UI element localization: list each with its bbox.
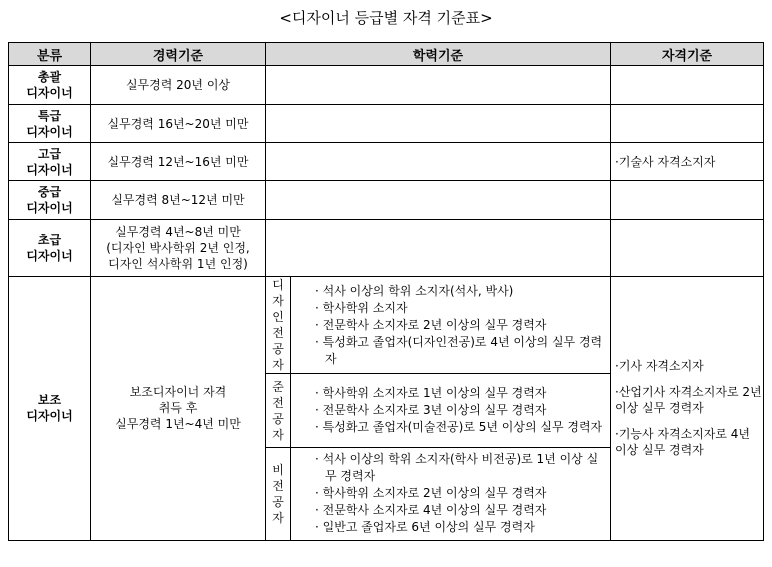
qualification-cell: [611, 220, 764, 277]
qualification-cell: ·기술사 자격소지자: [611, 143, 764, 181]
header-qualification: 자격기준: [611, 43, 764, 66]
major-group-row: [266, 448, 610, 540]
education-cell: [266, 66, 611, 105]
table-row-assistant: [9, 277, 764, 541]
qualification-cell: [611, 181, 764, 220]
table-row: [9, 181, 764, 220]
table-row: [9, 220, 764, 277]
grade-cell: 총괄 디자이너: [9, 66, 91, 105]
grade-cell: 초급 디자이너: [9, 220, 91, 277]
career-cell: 실무경력 8년~12년 미만: [91, 181, 266, 220]
list-item: · 전문학사 소지자로 4년 이상의 실무 경력자: [315, 503, 547, 518]
header-row: [9, 43, 764, 66]
list-item: · 전문학사 소지자로 2년 이상의 실무 경력자: [315, 317, 547, 332]
table-row: [9, 143, 764, 181]
major-label: 준 전 공 자: [266, 374, 291, 448]
education-cell: [266, 181, 611, 220]
list-item: · 전문학사 소지자로 3년 이상의 실무 경력자: [315, 403, 547, 417]
education-cell: [266, 277, 611, 541]
header-career: 경력기준: [91, 43, 266, 66]
major-group-row: [266, 277, 610, 374]
career-cell: 보조디자이너 자격 취득 후 실무경력 1년~4년 미만: [91, 277, 266, 541]
education-cell: [266, 220, 611, 277]
education-items: [291, 374, 611, 448]
education-subtable: [266, 277, 610, 540]
table-row: [9, 105, 764, 143]
career-cell: 실무경력 20년 이상: [91, 66, 266, 105]
qualification-cell: ·기사 자격소지자 ·산업기사 자격소지자로 2년 이상 실무 경력자 ·기능사 자격소지자로 4년 이상 실무 경력자: [611, 277, 764, 541]
grade-cell: 보조 디자이너: [9, 277, 91, 541]
grade-cell: 특급 디자이너: [9, 105, 91, 143]
list-item: · 특성화고 졸업자(미술전공)로 5년 이상의 실무 경력자: [315, 420, 603, 434]
career-cell: 실무경력 16년~20년 미만: [91, 105, 266, 143]
list-item: · 특성화고 졸업자(디자인전공)로 4년 이상의 실무 경력자: [315, 334, 603, 366]
career-cell: 실무경력 12년~16년 미만: [91, 143, 266, 181]
qualification-cell: [611, 105, 764, 143]
page-title: <디자이너 등급별 자격 기준표>: [279, 9, 493, 27]
list-item: · 학사학위 소지자로 1년 이상의 실무 경력자: [315, 386, 547, 400]
education-cell: [266, 143, 611, 181]
grade-cell: 고급 디자이너: [9, 143, 91, 181]
table-row: [9, 66, 764, 105]
designer-grade-table: [8, 42, 764, 541]
list-item: · 일반고 졸업자로 6년 이상의 실무 경력자: [315, 520, 535, 535]
education-cell: [266, 105, 611, 143]
career-cell: 실무경력 4년~8년 미만 (디자인 박사학위 2년 인정, 디자인 석사학위 1년 인정): [91, 220, 266, 277]
header-education: 학력기준: [266, 43, 611, 66]
list-item: · 석사 이상의 학위 소지자(석사, 박사): [315, 283, 514, 298]
major-label: 디 자 인 전 공 자: [266, 277, 291, 374]
list-item: · 학사학위 소지자: [315, 300, 408, 315]
list-item: · 석사 이상의 학위 소지자(학사 비전공)로 1년 이상 실무 경력자: [315, 452, 599, 484]
list-item: · 학사학위 소지자로 2년 이상의 실무 경력자: [315, 486, 547, 501]
education-items: [291, 448, 611, 540]
grade-cell: 중급 디자이너: [9, 181, 91, 220]
qualification-cell: [611, 66, 764, 105]
major-label: 비 전 공 자: [266, 448, 291, 540]
education-items: [291, 277, 611, 374]
major-group-row: [266, 374, 610, 448]
header-grade: 분류: [9, 43, 91, 66]
